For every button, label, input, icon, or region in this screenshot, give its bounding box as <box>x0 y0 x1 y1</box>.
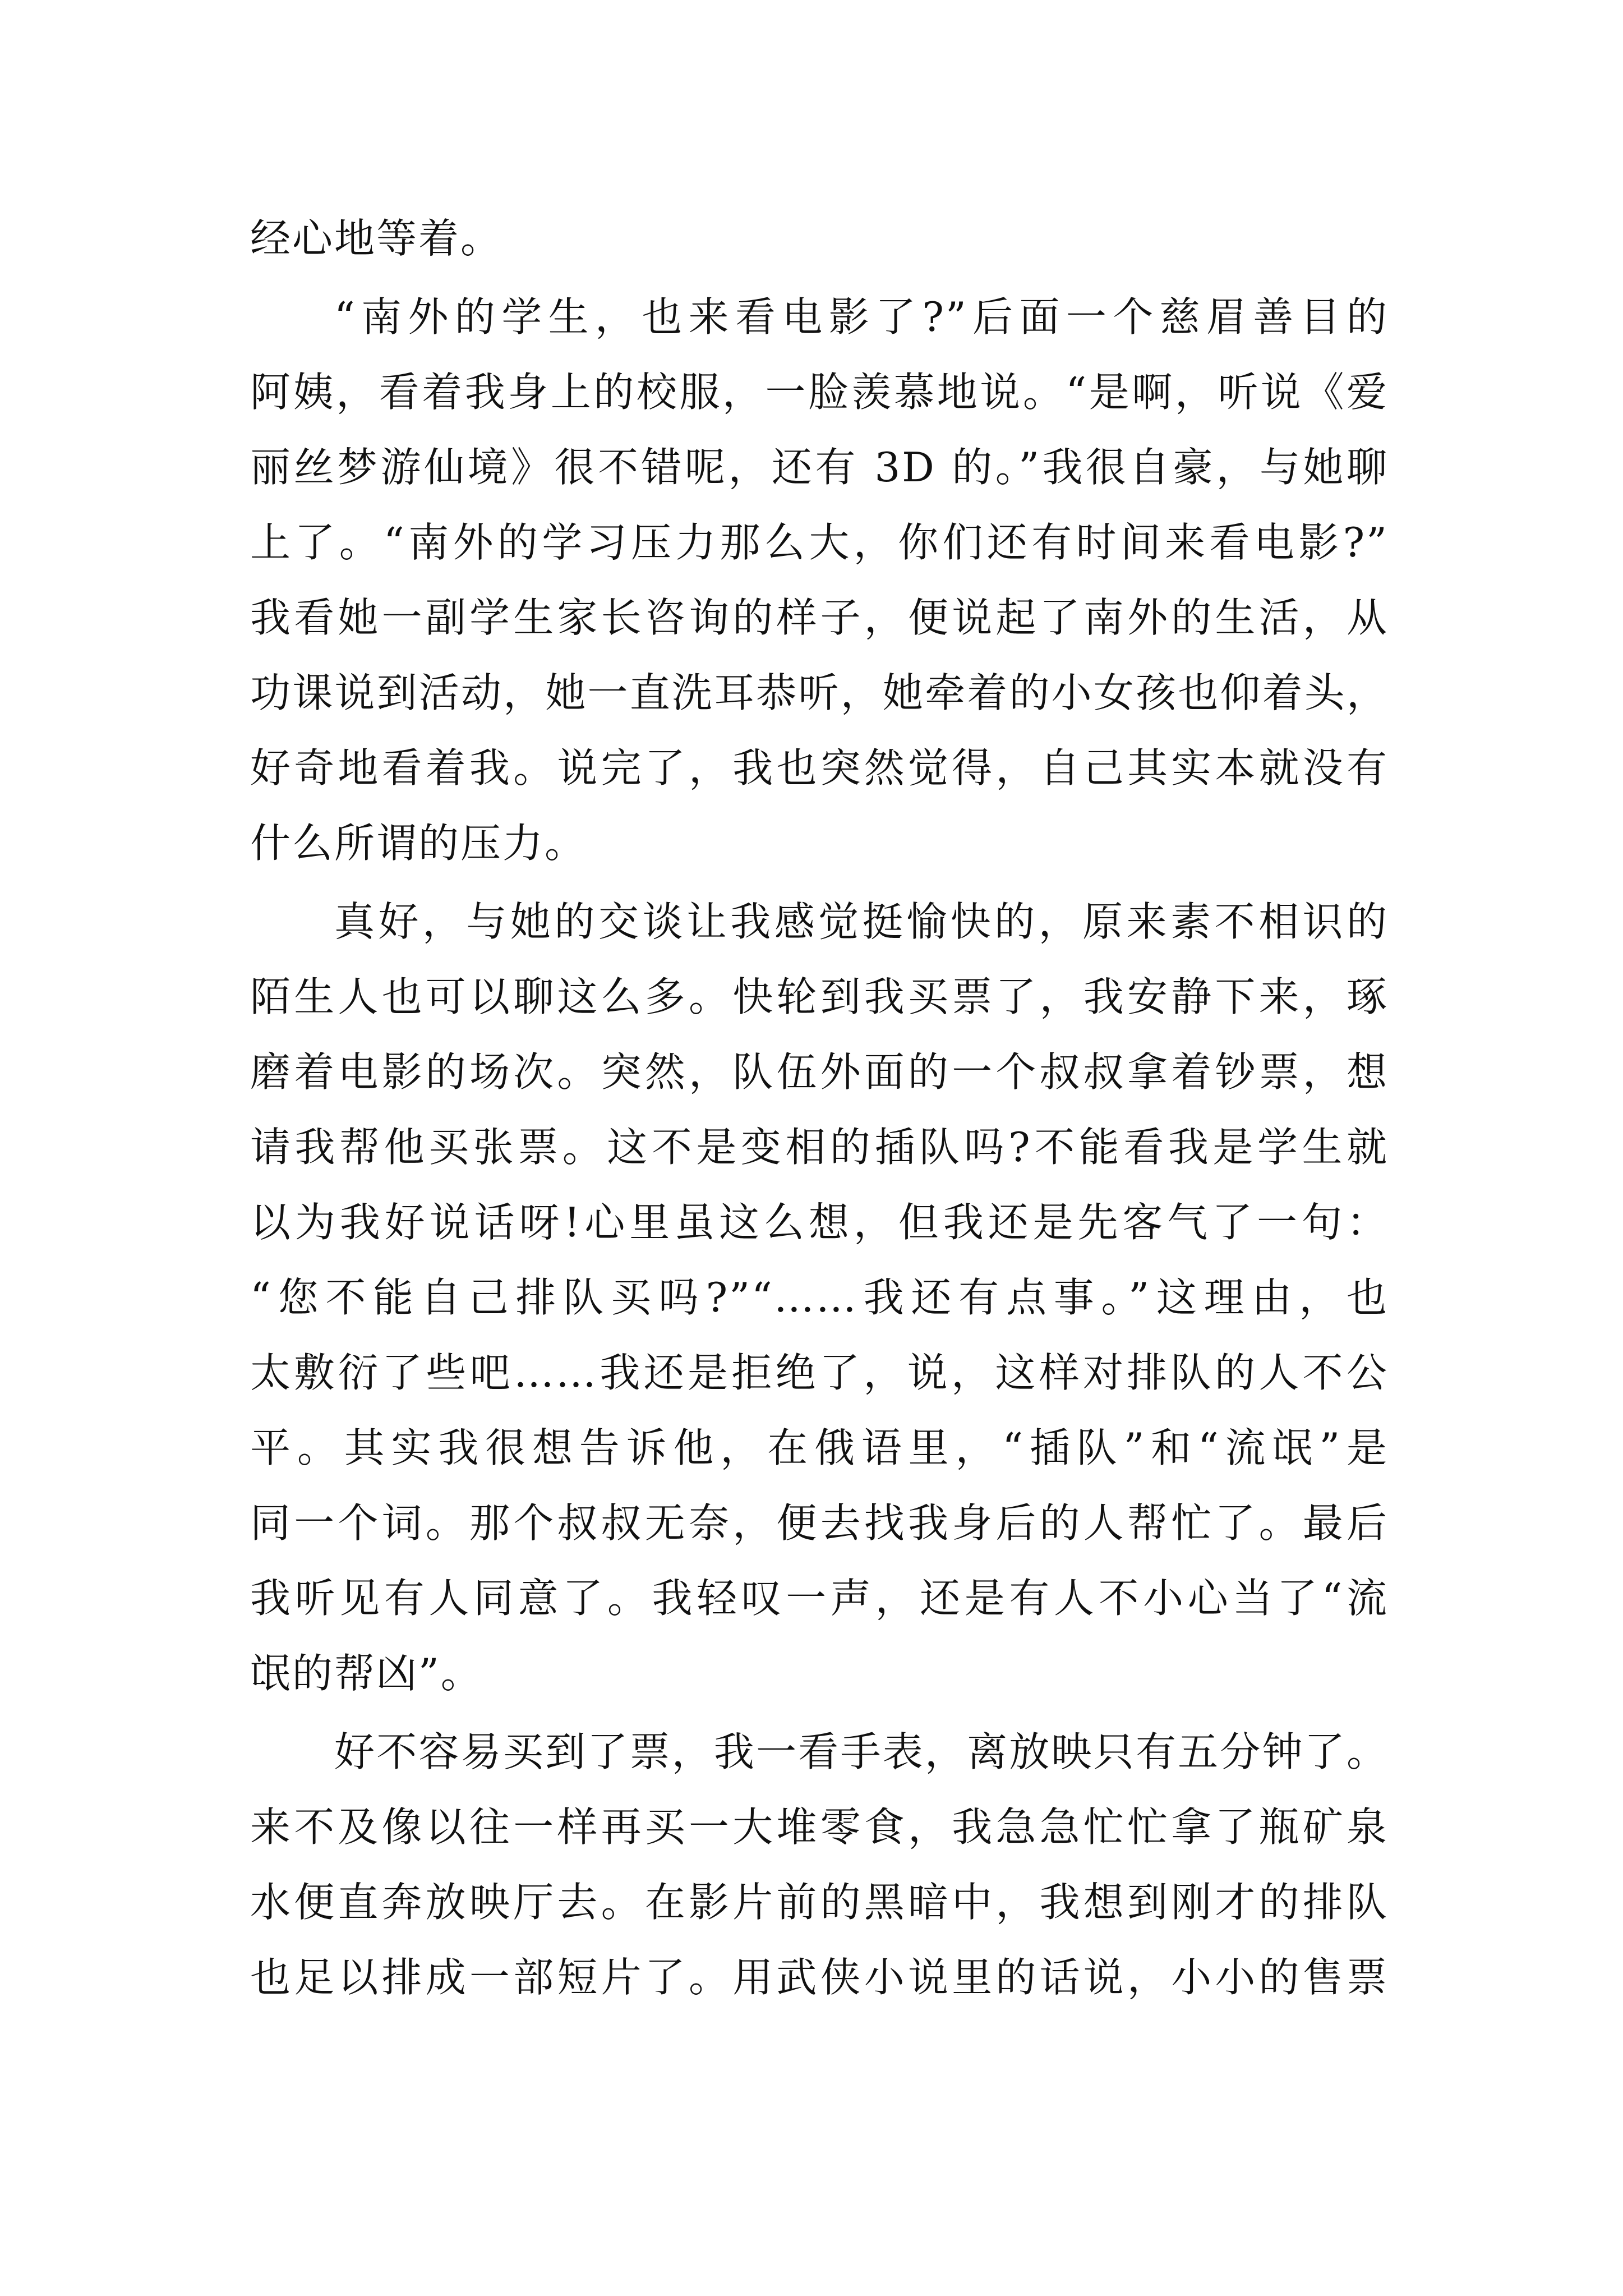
text-line: 真好，与她的交谈让我感觉挺愉快的，原来素不相识的 <box>334 898 1389 945</box>
text-line: “南外的学生，也来看电影了?”后面一个慈眉善目的 <box>334 293 1389 341</box>
paragraph <box>250 1714 1389 2015</box>
body-text <box>250 201 1389 2015</box>
text-line: 阿姨，看着我身上的校服，一脸羡慕地说。“是啊，听说《爱 <box>250 369 1389 416</box>
text-line: “您不能自己排队买吗?”“……我还有点事。”这理由，也 <box>250 1274 1389 1321</box>
text-line: 来不及像以往一样再买一大堆零食，我急急忙忙拿了瓶矿泉 <box>250 1803 1389 1851</box>
text-line: 好奇地看着我。说完了，我也突然觉得，自己其实本就没有 <box>250 744 1389 792</box>
text-line: 丽丝梦游仙境》很不错呢，还有 3D 的。”我很自豪，与她聊 <box>250 444 1389 491</box>
text-line: 功课说到活动，她一直洗耳恭听，她牵着的小女孩也仰着头， <box>250 669 1389 716</box>
text-line: 我听见有人同意了。我轻叹一声，还是有人不小心当了“流 <box>250 1575 1389 1622</box>
text-line: 好不容易买到了票，我一看手表，离放映只有五分钟了。 <box>334 1728 1389 1775</box>
paragraph <box>250 201 1389 276</box>
text-line: 同一个词。那个叔叔无奈，便去找我身后的人帮忙了。最后 <box>250 1499 1389 1547</box>
text-line: 什么所谓的压力。 <box>250 820 587 867</box>
paragraph <box>250 279 1389 881</box>
text-line: 也足以排成一部短片了。用武侠小说里的话说，小小的售票 <box>250 1954 1389 2001</box>
text-line: 请我帮他买张票。这不是变相的插队吗?不能看我是学生就 <box>250 1124 1389 1171</box>
text-line: 我看她一副学生家长咨询的样子，便说起了南外的生活，从 <box>250 594 1389 641</box>
paragraph <box>250 884 1389 1711</box>
text-line: 上了。“南外的学习压力那么大，你们还有时间来看电影?” <box>250 519 1389 566</box>
text-line: 以为我好说话呀!心里虽这么想，但我还是先客气了一句： <box>250 1199 1389 1246</box>
text-line: 平。其实我很想告诉他，在俄语里，“插队”和“流氓”是 <box>250 1424 1389 1471</box>
text-line: 经心地等着。 <box>250 215 503 262</box>
text-line: 水便直奔放映厅去。在影片前的黑暗中，我想到刚才的排队 <box>250 1879 1389 1926</box>
text-line: 太敷衍了些吧……我还是拒绝了，说，这样对排队的人不公 <box>250 1349 1389 1396</box>
text-line: 陌生人也可以聊这么多。快轮到我买票了，我安静下来，琢 <box>250 973 1389 1020</box>
text-line: 磨着电影的场次。突然，队伍外面的一个叔叔拿着钞票，想 <box>250 1048 1389 1096</box>
text-line: 氓的帮凶”。 <box>250 1650 483 1697</box>
